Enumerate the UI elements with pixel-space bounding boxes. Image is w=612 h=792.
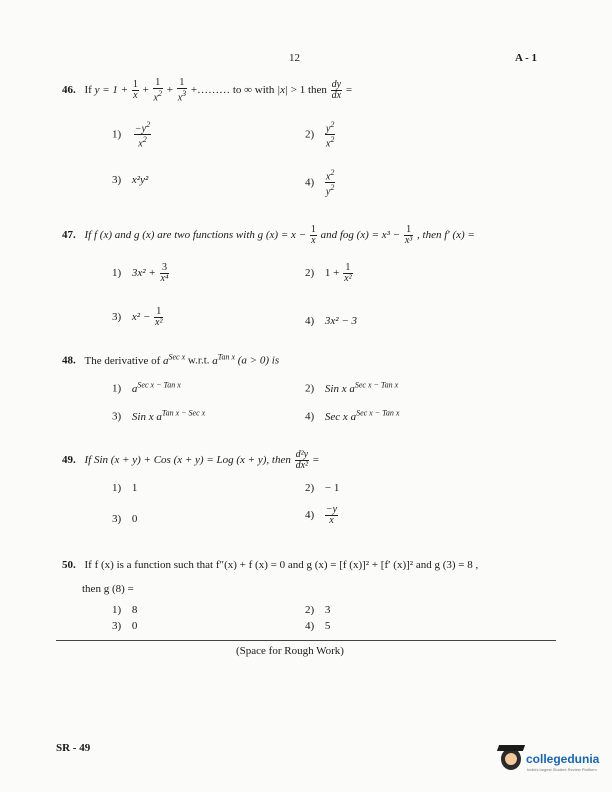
q49-option-1: 1) 1: [112, 482, 138, 494]
brand-name: collegedunia: [526, 752, 600, 766]
q49-option-3: 3) 0: [112, 513, 138, 525]
q46-option-4: 4) $\frac{x^2}{y^2}$: [305, 168, 335, 198]
q48-option-2: 2) Sin x $a^{Sec x - Tan x}$: [305, 380, 399, 395]
footer-code: SR - 49: [56, 742, 91, 754]
q50-option-3: 3) 0: [112, 620, 138, 632]
q50-option-4: 4) 5: [305, 620, 331, 632]
q46-option-2: 2) $\frac{y^2}{x^2}$: [305, 120, 335, 150]
page-number: 12: [289, 52, 300, 64]
question-50-continued: then g (8) =: [82, 583, 134, 595]
brand-tagline: India's largest Student Review Platform: [527, 767, 597, 772]
q48-option-3: 3) Sin x $a^{Tan x - Sec x}$: [112, 408, 206, 423]
q47-option-2: 2) 1 + $\frac{1}{\text{x²}}$: [305, 262, 352, 284]
question-50: 50. If f (x) is a function such that f″(x) + f (x) = 0 and g (x) = [f (x)]² + [f′ (x)]² and g (3) = 8 ,: [62, 559, 479, 571]
question-46: 46. If y = 1 + $\frac{1}{x}$ + $\frac{1}{x^2}$ + $\frac{1}{x^3}$ +……… to ∞ with |x| > 1 then $\frac{dy}{dx}$ =: [62, 77, 353, 104]
q48-option-1: 1) $a^{Sec x - Tan x}$: [112, 380, 181, 395]
question-47: 47. If f (x) and g (x) are two functions with g (x) = x − $\frac{1}{x}$ and fog (x) = x³ − $\frac{1}{\text{x³}}$ , then f′ (x) =: [62, 224, 475, 246]
q48-option-4: 4) Sec x $a^{Sec x - Tan x}$: [305, 408, 400, 423]
question-number: 50.: [62, 559, 76, 571]
question-48: 48. The derivative of $a^{Sec x}$ w.r.t. $a^{Tan x}$ (a > 0) is: [62, 352, 280, 367]
q46-option-3: 3) x²y²: [112, 174, 149, 186]
q47-option-3: 3) x² − $\frac{1}{\text{x²}}$: [112, 306, 163, 328]
question-number: 46.: [62, 84, 76, 97]
divider-rule: [56, 640, 556, 641]
question-49: 49. If Sin (x + y) + Cos (x + y) = Log (x + y), then $\frac{\text{d²y}}{\text{dx²}}$ =: [62, 449, 319, 471]
rough-work-label: (Space for Rough Work): [236, 645, 344, 657]
q46-option-1: 1) $\frac{-y^2}{x^2}$: [112, 120, 151, 150]
q49-option-4: 4) $\frac{-y}{x}$: [305, 504, 338, 526]
q50-option-2: 2) 3: [305, 604, 331, 616]
question-number: 49.: [62, 454, 76, 467]
q50-option-1: 1) 8: [112, 604, 138, 616]
question-number: 48.: [62, 354, 76, 367]
q47-option-4: 4) 3x² − 3: [305, 315, 358, 327]
q49-option-2: 2) − 1: [305, 482, 340, 494]
q47-option-1: 1) 3x² + $\frac{3}{\text{x⁴}}$: [112, 262, 169, 284]
set-code: A - 1: [515, 52, 537, 64]
question-number: 47.: [62, 229, 76, 242]
